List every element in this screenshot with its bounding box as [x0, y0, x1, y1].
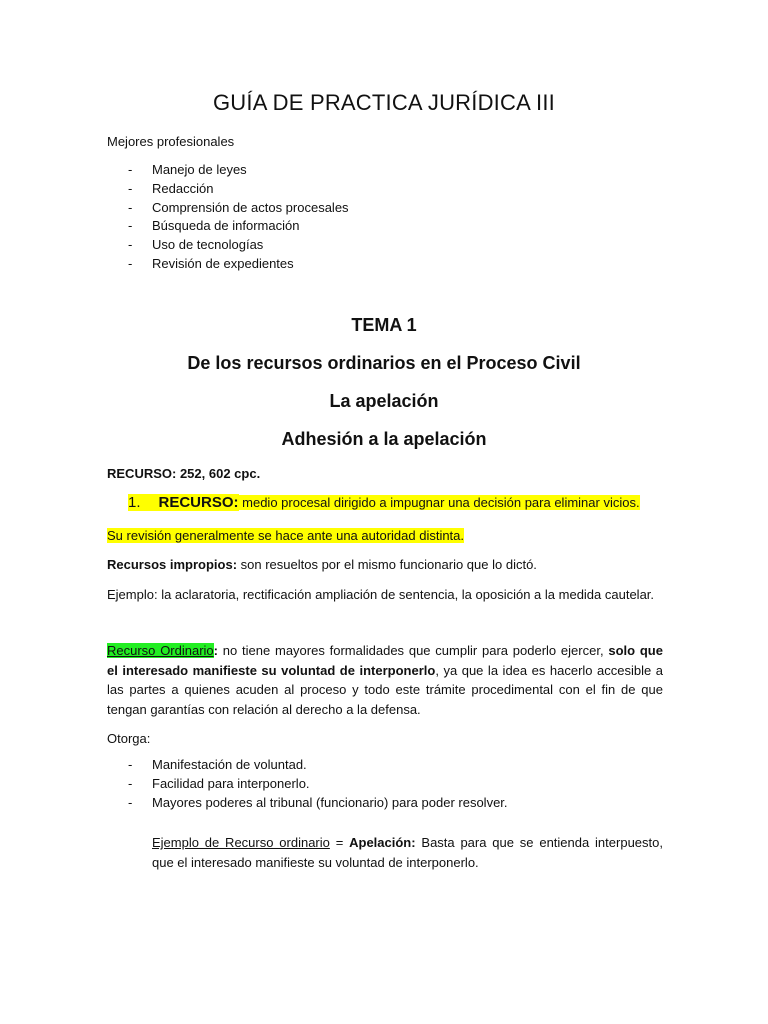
heading-apelacion: La apelación [329, 391, 439, 411]
recurso-ordinario-paragraph: Recurso Ordinario: no tiene mayores formalidades que cumplir para poderlo ejercer, solo que el interesado manifieste su voluntad de interponerlo, ya que la idea es hacerlo accesible a las partes a quienes acuden al proceso y todo este trámite procedimental con el fin de que tengan garantías con relación al derecho a la defensa. [107, 643, 664, 717]
list-item: Manifestación de voluntad. [152, 757, 307, 772]
ejemplo-line: Ejemplo: la aclaratoria, rectificación ampliación de sentencia, la oposición a la medida cautelar. [107, 587, 655, 602]
intro-label: Mejores profesionales [107, 134, 235, 149]
recurso-definition: medio procesal dirigido a impugnar una decisión para eliminar vicios. [238, 495, 640, 510]
recursos-impropios: Recursos impropios: son resueltos por el mismo funcionario que lo dictó. [107, 557, 537, 572]
bullet-dash: - [128, 256, 133, 271]
bullet-dash: - [128, 218, 133, 233]
list-item: Comprensión de actos procesales [152, 200, 349, 215]
ejemplo-link: Ejemplo de Recurso ordinario [152, 835, 330, 850]
ejemplo-recurso-ordinario: Ejemplo de Recurso ordinario = Apelación: Basta para que se entienda interpuesto, que el interesado manifieste su voluntad de interponerlo. [152, 835, 663, 870]
heading-tema: TEMA 1 [351, 315, 417, 335]
bullet-dash: - [128, 795, 133, 810]
item-number: 1. [128, 494, 141, 511]
list-item: Facilidad para interponerlo. [152, 776, 310, 791]
bullet-dash: - [128, 757, 133, 772]
list-item: Revisión de expedientes [152, 256, 294, 271]
bullet-dash: - [128, 181, 133, 196]
recurso-ordinario-term: Recurso Ordinario [107, 643, 214, 658]
bullet-dash: - [128, 162, 133, 177]
heading-subtitle: De los recursos ordinarios en el Proceso Civil [187, 353, 581, 373]
document-title: GUÍA DE PRACTICA JURÍDICA III [213, 90, 555, 115]
list-item: Búsqueda de información [152, 218, 300, 233]
numbered-item-recurso: 1. RECURSO: medio procesal dirigido a impugnar una decisión para eliminar vicios. [128, 494, 640, 511]
revision-note: Su revisión generalmente se hace ante una autoridad distinta. [107, 528, 465, 543]
list-item: Redacción [152, 181, 214, 196]
list-item: Mayores poderes al tribunal (funcionario) para poder resolver. [152, 795, 508, 810]
recurso-reference: RECURSO: 252, 602 cpc. [107, 466, 261, 481]
bullet-dash: - [128, 237, 133, 252]
bullet-dash: - [128, 776, 133, 791]
list-item: Manejo de leyes [152, 162, 247, 177]
heading-adhesion: Adhesión a la apelación [281, 429, 487, 449]
recurso-term: RECURSO [158, 494, 234, 511]
list-item: Uso de tecnologías [152, 237, 264, 252]
bullet-dash: - [128, 200, 133, 215]
otorga-label: Otorga: [107, 731, 151, 746]
